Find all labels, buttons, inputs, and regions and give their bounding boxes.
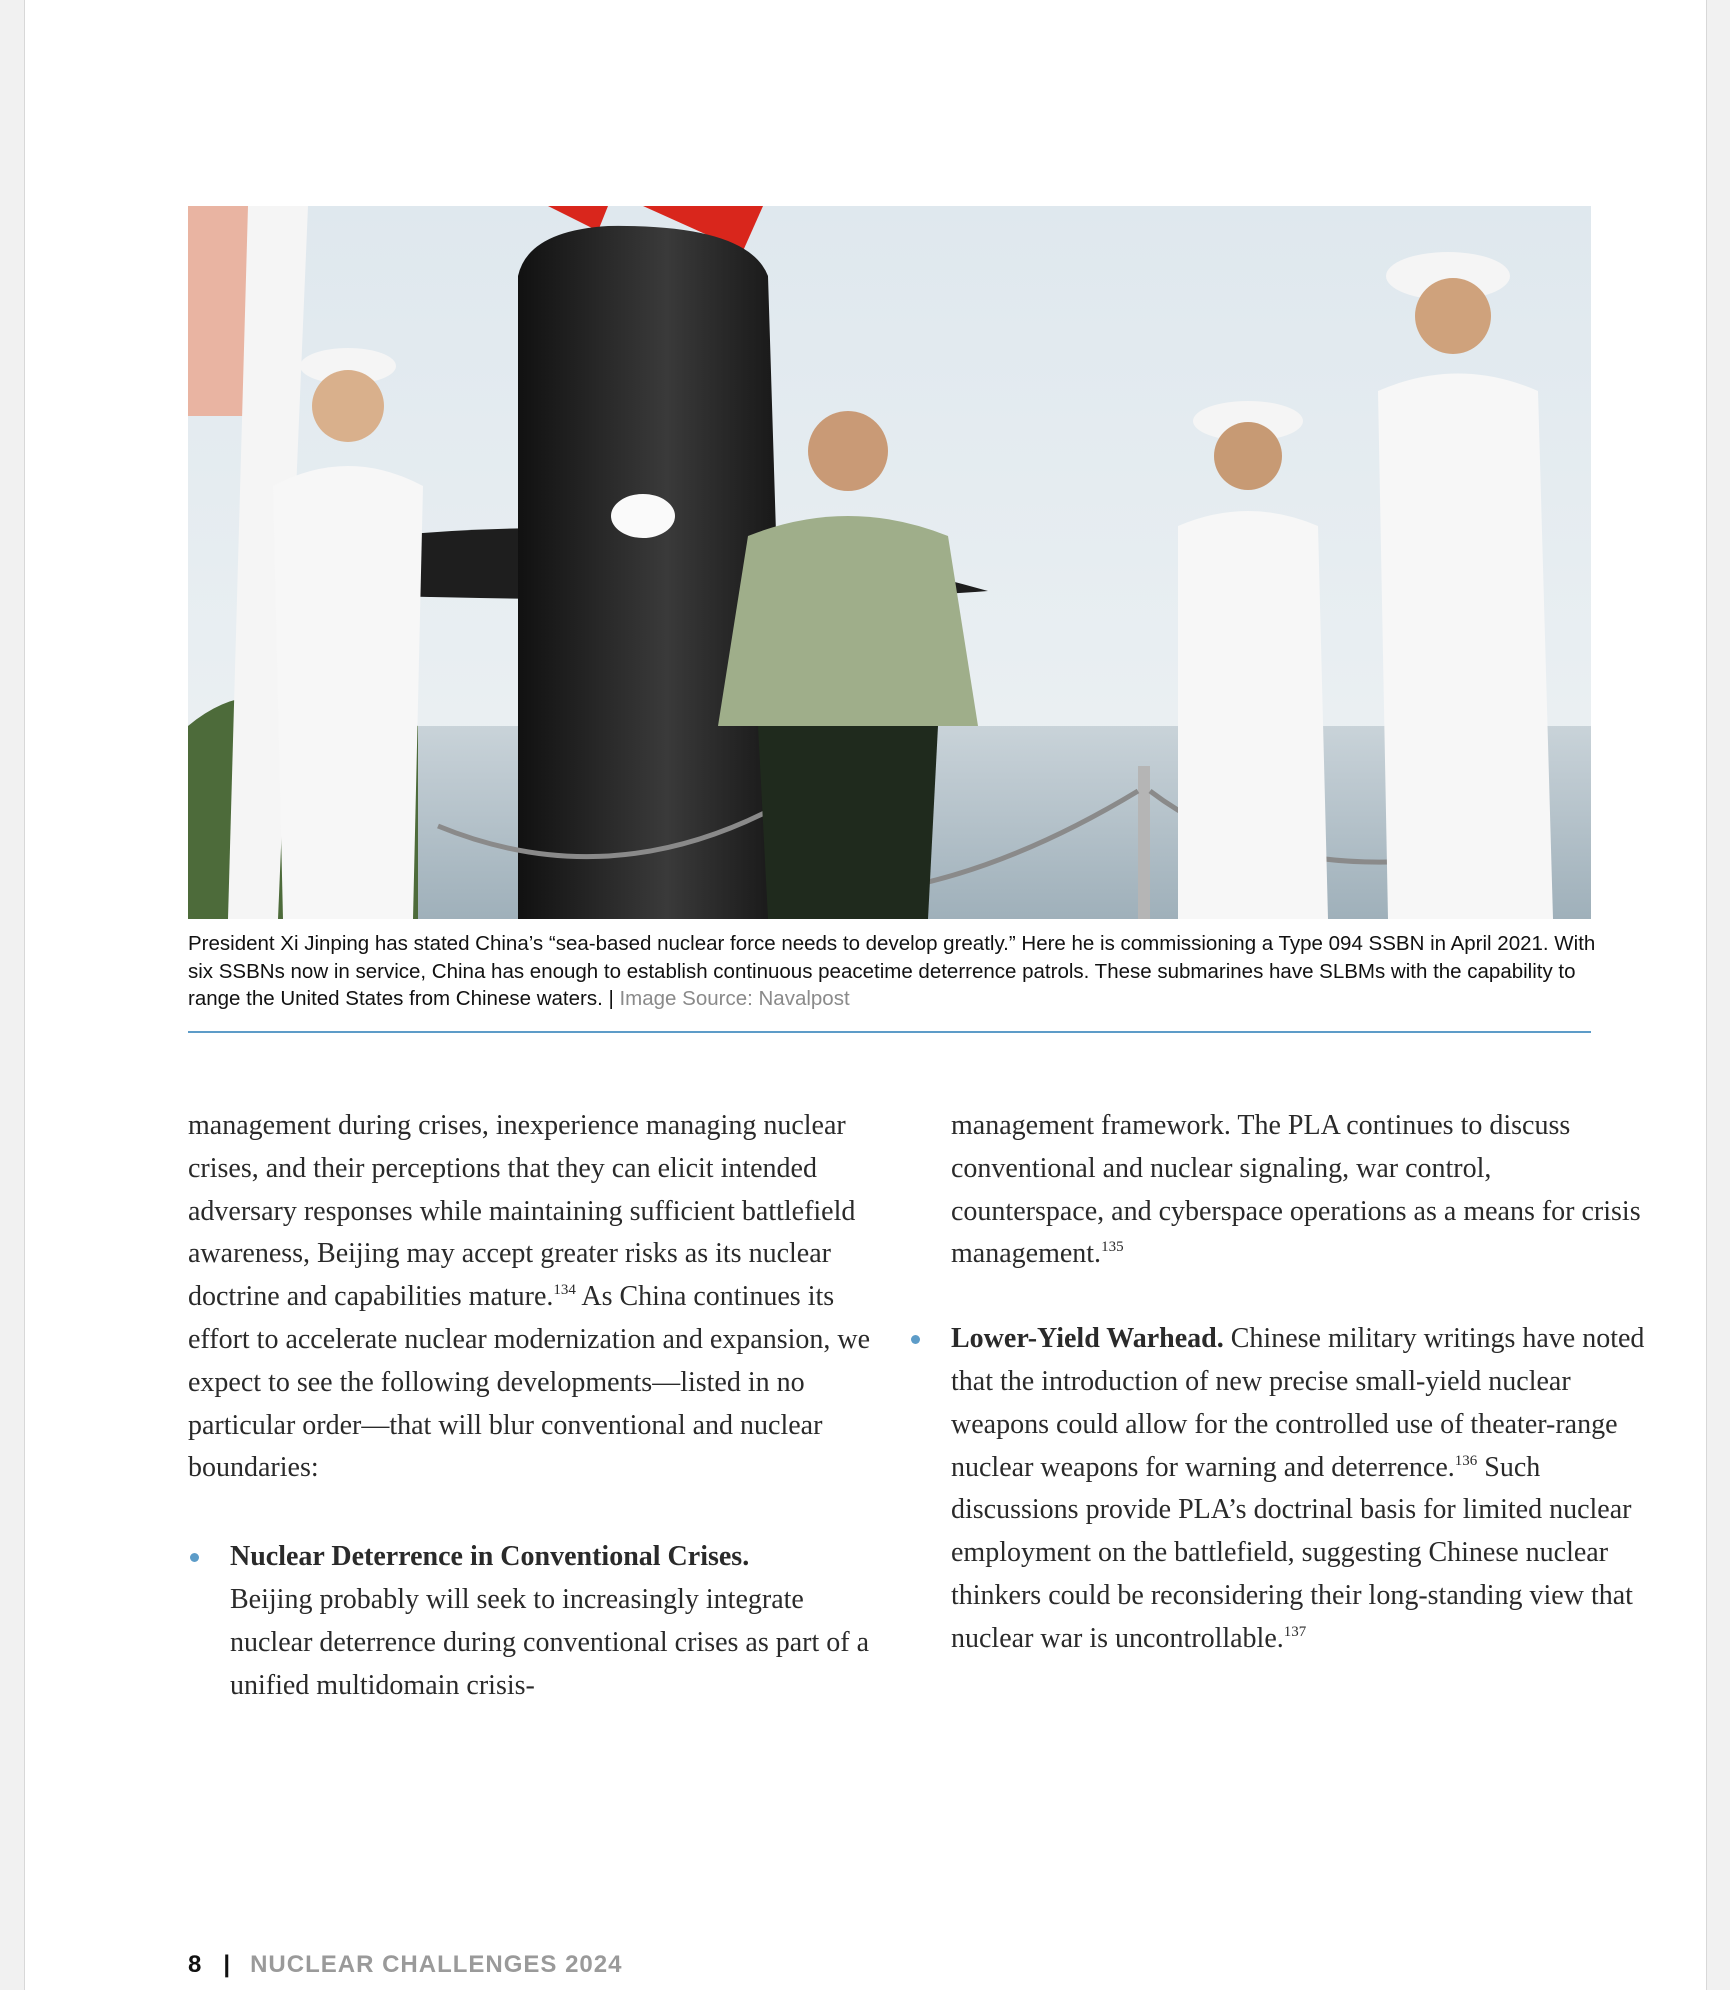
bullet-item-lower-yield-warhead <box>909 1318 1651 1660</box>
photo-caption <box>188 930 1598 1013</box>
page-number: 8 <box>188 1951 202 1978</box>
footnote-ref: 134 <box>553 1282 576 1299</box>
footnote-ref: 136 <box>1454 1452 1478 1469</box>
footnote-ref: 137 <box>1283 1623 1307 1640</box>
bullet-item-nuclear-deterrence <box>188 1536 888 1707</box>
body-text: management framework. The PLA continues to discuss conventional and nuclear signaling, war control, counterspace, and cyberspace operations as a means for crisis management. <box>951 1110 1641 1270</box>
bullet-dot-icon <box>190 1553 199 1562</box>
caption-text: President Xi Jinping has stated China’s “sea-based nuclear force needs to develop greatly.” Here he is commissioning a Type 094 SSBN in April 2021. With six SSBNs now in service, China has enough to establish continuous peacetime deterrence patrols. These submarines have SLBMs with the capability to range the United States from Chinese waters. | <box>188 932 1596 1010</box>
body-text: As China continues its effort to accelerate nuclear modernization and expansion, we expect to see the following developments—listed in no particular order—that will blur conventional and nuclear boundaries: <box>188 1281 871 1484</box>
bullet-title: Lower-Yield Warhead. <box>951 1323 1224 1355</box>
bullet-text: Beijing probably will seek to increasingly integrate nuclear deterrence during conventional crises as part of a unified multidomain crisis- <box>230 1583 870 1701</box>
photo-illustration <box>188 206 1591 919</box>
bullet-dot-icon <box>911 1335 920 1344</box>
bullet-text: Chinese military writings have noted that the introduction of new precise small-yield nuclear weapons could allow for the controlled use of theater-range nuclear weapons for warning and deterrence. <box>951 1323 1645 1483</box>
page-footer <box>188 1950 622 1980</box>
body-text: management during crises, inexperience managing nuclear crises, and their perceptions that they can elicit intended adversary responses while maintaining sufficient battlefield awareness, Beijing may accept greater risks as its nuclear doctrine and capabilities mature. <box>188 1110 856 1313</box>
bullet-title: Nuclear Deterrence in Conventional Crises. <box>230 1541 750 1573</box>
footer-separator: | <box>223 1951 231 1978</box>
right-text-column <box>951 1105 1651 1661</box>
caption-divider <box>188 1031 1591 1033</box>
submarine-commissioning-photo <box>188 206 1591 919</box>
publication-title: NUCLEAR CHALLENGES 2024 <box>250 1951 623 1978</box>
document-page <box>24 0 1707 1990</box>
footnote-ref: 135 <box>1101 1239 1124 1256</box>
caption-image-source: Image Source: Navalpost <box>619 987 850 1010</box>
left-text-column <box>188 1105 888 1707</box>
body-paragraph-continued <box>951 1105 1651 1276</box>
bullet-text: Such discussions provide PLA’s doctrinal basis for limited nuclear employment on the battlefield, suggesting Chinese nuclear thinkers could be reconsidering their long-standing view that nuclear war is uncontrollable. <box>951 1451 1633 1654</box>
body-paragraph <box>188 1105 888 1490</box>
